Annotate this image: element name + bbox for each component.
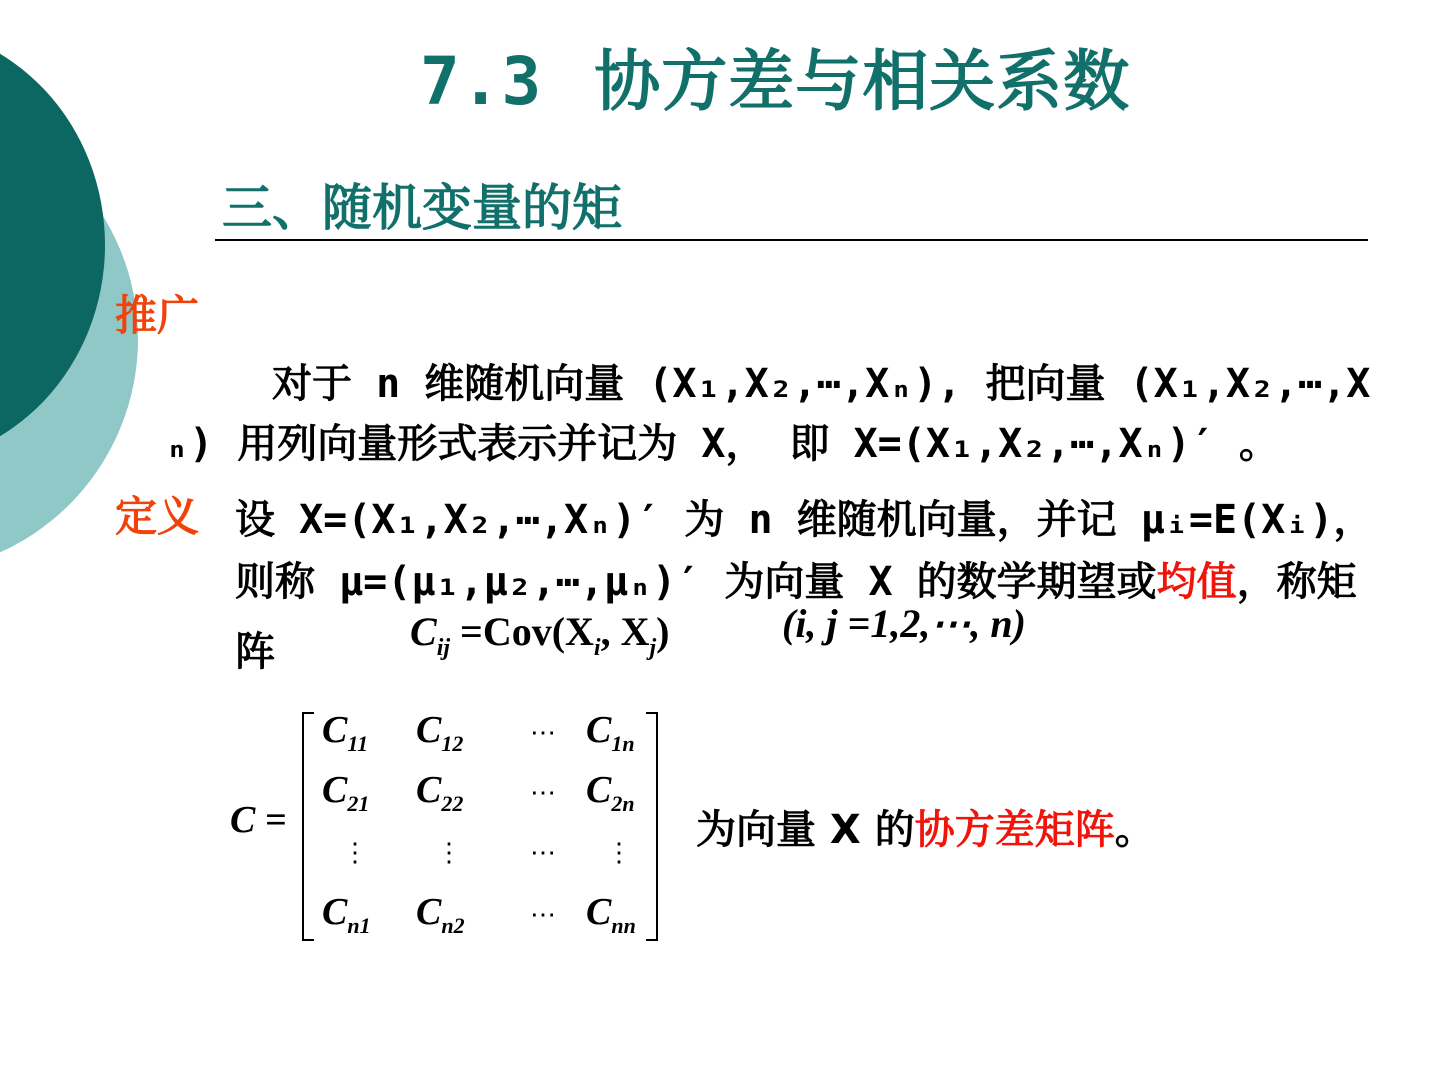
matrix-caption-text: 为向量 X 的 <box>696 807 915 853</box>
matrix-cell: ⋯ <box>530 900 556 929</box>
matrix-cell: ⋯ <box>530 778 556 807</box>
matrix-cell: $C_{n1}$ <box>322 891 371 938</box>
covariance-formula <box>410 608 669 662</box>
formula-x-j: , X <box>600 609 650 654</box>
matrix-cell: $C_{11}$ <box>322 709 369 756</box>
generalize-line-1: 对于 n 维随机向量 (X₁,X₂,⋯,Xₙ), 把向量 (X₁,X₂,⋯,X <box>272 361 1371 407</box>
formula-sub-j: j <box>649 635 657 661</box>
covariance-matrix <box>230 700 670 945</box>
generalize-line-2: ₙ) 用列向量形式表示并记为 X， 即 X=(X₁,X₂,⋯,Xₙ)′ 。 <box>165 421 1279 467</box>
matrix-cell: $C_{1n}$ <box>586 709 635 756</box>
matrix-cell: $C_{21}$ <box>322 769 370 816</box>
definition-line-3: 阵 <box>235 629 275 675</box>
section-title: 协方差与相关系数 <box>594 43 1131 120</box>
matrix-cell: ⋮ <box>606 838 632 867</box>
index-range: (i, j =1,2,⋯, n) <box>782 601 1026 646</box>
covariance-matrix-highlight: 协方差矩阵 <box>914 807 1115 853</box>
matrix-lhs: C = <box>230 799 287 841</box>
matrix-cell: ⋯ <box>530 838 556 867</box>
matrix-cell: $C_{2n}$ <box>586 769 635 816</box>
generalize-tag: 推广 <box>115 291 200 340</box>
matrix-cell: $C_{12}$ <box>416 709 464 756</box>
definition-line-2-tail: ，称矩 <box>1236 559 1357 605</box>
matrix-caption-tail: 。 <box>1114 807 1155 853</box>
slide-title <box>0 28 1440 118</box>
subtitle-divider <box>215 239 1368 241</box>
formula-cov: =Cov(X <box>460 609 594 654</box>
matrix-cell: $C_{nn}$ <box>586 891 636 938</box>
definition-line-2 <box>235 550 1357 607</box>
formula-close: ) <box>656 609 670 654</box>
matrix-right-bracket <box>646 712 658 941</box>
matrix-left-bracket <box>302 712 314 941</box>
section-number: 7.3 <box>420 43 543 120</box>
definition-tag: 定义 <box>115 492 200 541</box>
definition-line-2-text: 则称 μ=(μ₁,μ₂,⋯,μₙ)′ 为向量 X 的数学期望或 <box>235 559 1157 605</box>
formula-c: C <box>410 609 437 654</box>
definition-line-1: 设 X=(X₁,X₂,⋯,Xₙ)′ 为 n 维随机向量，并记 μᵢ=E(Xᵢ)， <box>235 497 1374 543</box>
matrix-caption <box>696 798 1155 855</box>
formula-sub-ij: ij <box>436 635 451 661</box>
matrix-cell: ⋮ <box>436 838 462 867</box>
matrix-cell: $C_{n2}$ <box>416 891 465 938</box>
mean-highlight: 均值 <box>1156 559 1237 605</box>
matrix-cell: ⋮ <box>342 838 368 867</box>
slide-subtitle: 三、随机变量的矩 <box>222 179 622 237</box>
formula-sub-i: i <box>593 635 601 661</box>
matrix-cell: ⋯ <box>530 718 556 747</box>
matrix-cell: $C_{22}$ <box>416 769 464 816</box>
